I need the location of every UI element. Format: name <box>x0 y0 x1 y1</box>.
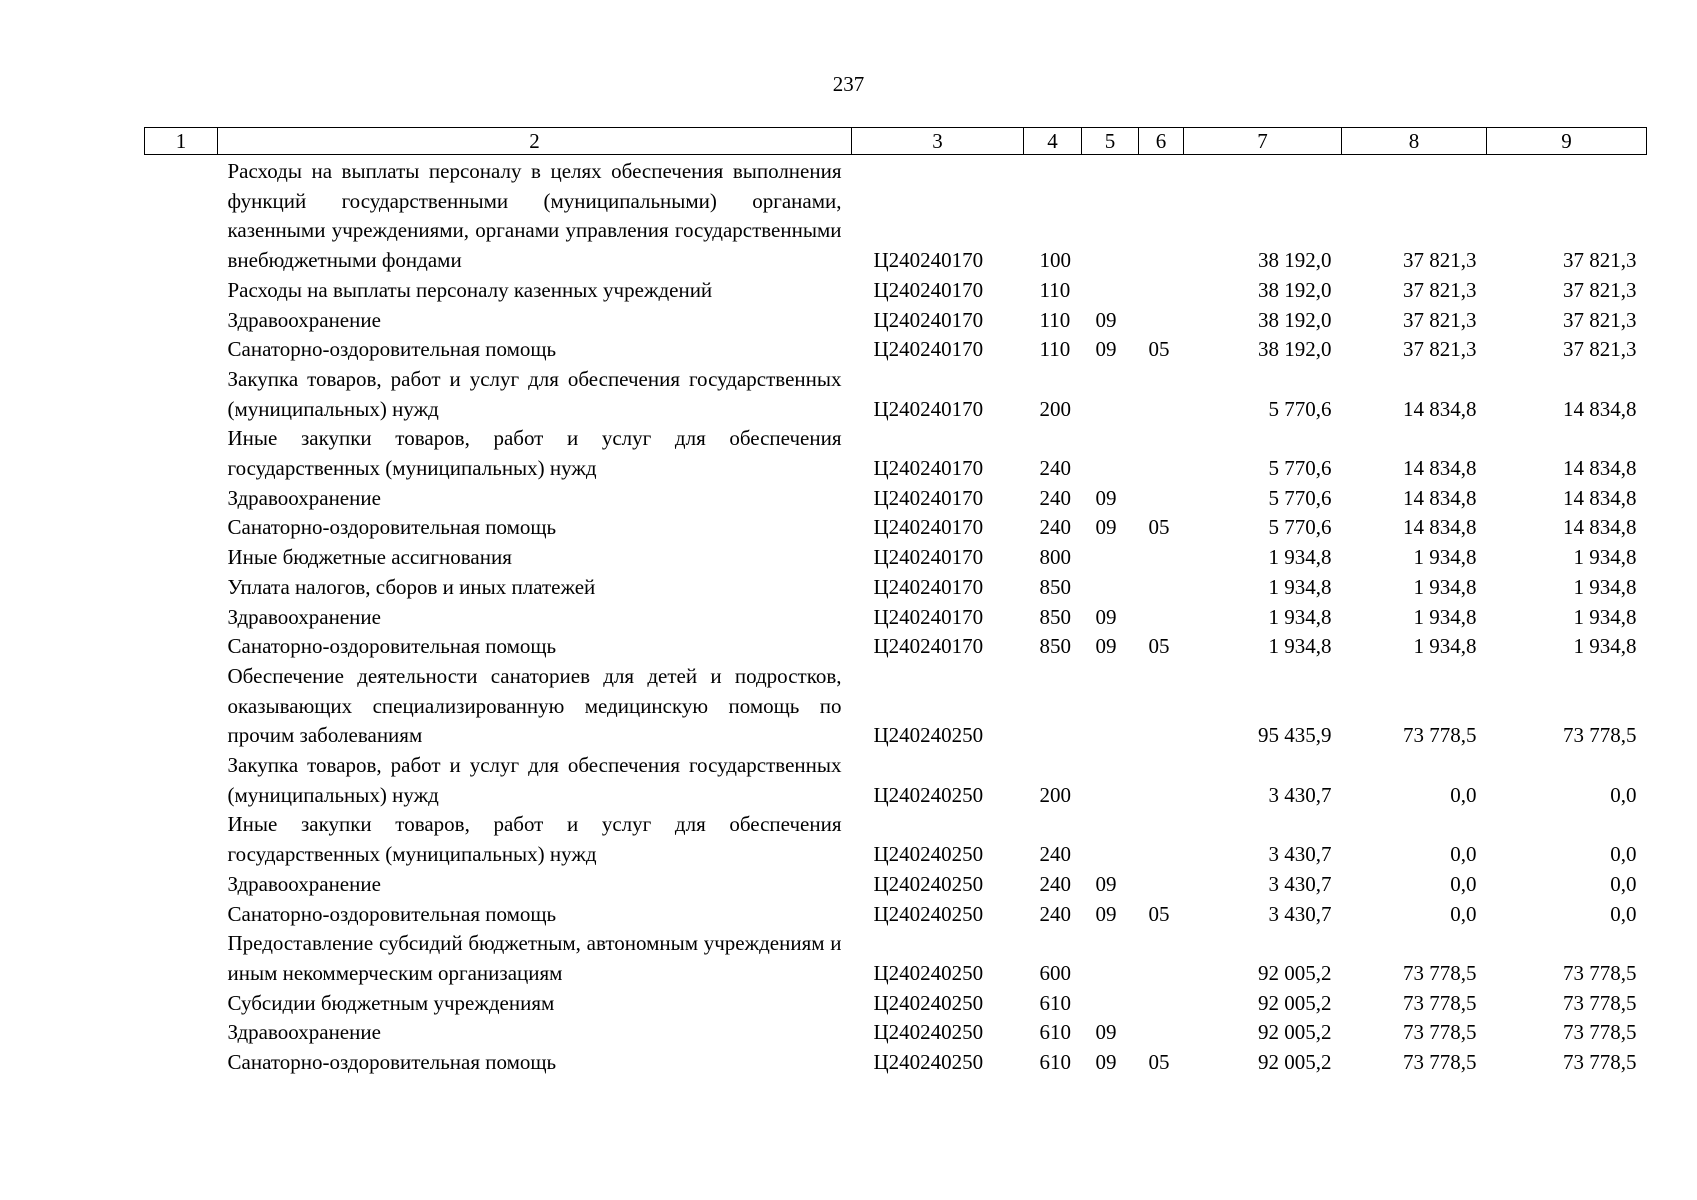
cell-subsection <box>1139 603 1184 633</box>
cell-section <box>1082 276 1139 306</box>
cell-section: 09 <box>1095 901 1117 926</box>
table-row <box>145 870 1647 900</box>
cell-section <box>1082 989 1139 1019</box>
cell-amount-col-9: 14 834,8 <box>1563 515 1637 540</box>
cell-subsection: 05 <box>1148 337 1170 362</box>
table-row <box>145 276 1647 306</box>
cell-amount-col-9: 1 934,8 <box>1573 634 1637 659</box>
table-row <box>145 1018 1647 1048</box>
cell-item-name: Иные закупки товаров, работ и услуг для обеспечения государственных (муниципальных) нужд <box>227 812 842 867</box>
cell-col-1 <box>145 662 218 751</box>
cell-expense-type: 610 <box>1039 990 1071 1015</box>
cell-target-code: Ц240240250 <box>873 990 984 1015</box>
cell-section <box>1082 424 1139 483</box>
cell-section: 09 <box>1095 1050 1117 1075</box>
cell-target-code: Ц240240250 <box>873 901 984 926</box>
table-row <box>145 603 1647 633</box>
cell-expense-type: 110 <box>1039 337 1071 362</box>
cell-amount-col-8: 37 821,3 <box>1403 248 1477 273</box>
cell-section <box>1082 751 1139 810</box>
cell-item-name: Здравоохранение <box>227 871 381 896</box>
cell-section: 09 <box>1095 634 1117 659</box>
cell-expense-type: 610 <box>1039 1050 1071 1075</box>
cell-amount-col-7: 3 430,7 <box>1268 782 1332 807</box>
cell-amount-col-8: 37 821,3 <box>1403 307 1477 332</box>
table-row <box>145 155 1647 276</box>
cell-amount-col-8: 73 778,5 <box>1403 1050 1477 1075</box>
cell-col-1 <box>145 900 218 930</box>
cell-amount-col-7: 1 934,8 <box>1268 574 1332 599</box>
cell-expense-type: 600 <box>1039 960 1071 985</box>
table-row <box>145 513 1647 543</box>
cell-item-name: Расходы на выплаты персоналу в целях обеспечения выполнения функций государственными (муниципальными) органами, казенными учреждениями, органами управления государственными внебюджетными фондами <box>227 159 842 273</box>
cell-subsection <box>1139 810 1184 869</box>
cell-amount-col-7: 5 770,6 <box>1268 515 1332 540</box>
cell-amount-col-7: 1 934,8 <box>1268 545 1332 570</box>
cell-subsection <box>1139 365 1184 424</box>
cell-section <box>1082 155 1139 276</box>
cell-expense-type: 240 <box>1039 871 1071 896</box>
table-row <box>145 929 1647 988</box>
cell-subsection <box>1139 573 1184 603</box>
cell-subsection: 05 <box>1148 901 1170 926</box>
table-row <box>145 573 1647 603</box>
cell-target-code: Ц240240170 <box>873 515 984 540</box>
cell-subsection <box>1139 929 1184 988</box>
table-row <box>145 424 1647 483</box>
cell-subsection <box>1139 989 1184 1019</box>
cell-amount-col-8: 0,0 <box>1450 871 1477 896</box>
cell-amount-col-8: 14 834,8 <box>1403 515 1477 540</box>
cell-item-name: Здравоохранение <box>227 604 381 629</box>
cell-expense-type: 240 <box>1039 842 1071 867</box>
cell-amount-col-8: 1 934,8 <box>1413 574 1477 599</box>
cell-subsection <box>1139 484 1184 514</box>
cell-col-1 <box>145 335 218 365</box>
cell-target-code: Ц240240250 <box>873 842 984 867</box>
cell-expense-type: 100 <box>1039 248 1071 273</box>
cell-amount-col-9: 1 934,8 <box>1573 604 1637 629</box>
cell-subsection <box>1139 543 1184 573</box>
header-row <box>145 128 1647 155</box>
cell-target-code: Ц240240250 <box>873 782 984 807</box>
cell-item-name: Санаторно-оздоровительная помощь <box>227 337 557 362</box>
cell-amount-col-8: 73 778,5 <box>1403 960 1477 985</box>
cell-col-1 <box>145 424 218 483</box>
table-header <box>145 128 1647 155</box>
table-row <box>145 365 1647 424</box>
cell-subsection <box>1139 276 1184 306</box>
cell-amount-col-8: 73 778,5 <box>1403 990 1477 1015</box>
cell-expense-type <box>1024 662 1082 751</box>
cell-item-name: Санаторно-оздоровительная помощь <box>227 634 557 659</box>
cell-item-name: Санаторно-оздоровительная помощь <box>227 1050 557 1075</box>
table-row <box>145 543 1647 573</box>
cell-target-code: Ц240240250 <box>873 960 984 985</box>
cell-col-1 <box>145 155 218 276</box>
cell-item-name: Расходы на выплаты персоналу казенных учреждений <box>227 277 713 302</box>
cell-target-code: Ц240240170 <box>873 396 984 421</box>
cell-section: 09 <box>1095 1020 1117 1045</box>
cell-col-1 <box>145 543 218 573</box>
cell-subsection <box>1139 424 1184 483</box>
cell-amount-col-8: 73 778,5 <box>1403 723 1477 748</box>
cell-amount-col-7: 95 435,9 <box>1258 723 1332 748</box>
cell-amount-col-7: 92 005,2 <box>1258 990 1332 1015</box>
cell-amount-col-7: 5 770,6 <box>1268 485 1332 510</box>
cell-target-code: Ц240240170 <box>873 337 984 362</box>
table-row <box>145 484 1647 514</box>
cell-amount-col-8: 14 834,8 <box>1403 456 1477 481</box>
cell-amount-col-8: 0,0 <box>1450 842 1477 867</box>
cell-amount-col-8: 1 934,8 <box>1413 545 1477 570</box>
cell-amount-col-7: 5 770,6 <box>1268 396 1332 421</box>
cell-amount-col-7: 38 192,0 <box>1258 277 1332 302</box>
cell-section: 09 <box>1095 604 1117 629</box>
cell-col-1 <box>145 573 218 603</box>
header-col-1: 1 <box>145 128 218 155</box>
cell-amount-col-9: 73 778,5 <box>1563 990 1637 1015</box>
cell-amount-col-7: 3 430,7 <box>1268 901 1332 926</box>
cell-item-name: Закупка товаров, работ и услуг для обеспечения государственных (муниципальных) нужд <box>227 366 842 421</box>
cell-expense-type: 200 <box>1039 782 1071 807</box>
table-body <box>145 155 1647 1078</box>
cell-col-1 <box>145 276 218 306</box>
cell-target-code: Ц240240250 <box>873 871 984 896</box>
cell-amount-col-9: 73 778,5 <box>1563 723 1637 748</box>
cell-expense-type: 850 <box>1039 634 1071 659</box>
budget-table <box>144 127 1647 1078</box>
cell-col-1 <box>145 513 218 543</box>
cell-amount-col-8: 14 834,8 <box>1403 396 1477 421</box>
header-col-2: 2 <box>218 128 852 155</box>
cell-expense-type: 240 <box>1039 515 1071 540</box>
cell-amount-col-7: 92 005,2 <box>1258 960 1332 985</box>
header-col-9: 9 <box>1487 128 1647 155</box>
cell-section <box>1082 365 1139 424</box>
cell-expense-type: 240 <box>1039 456 1071 481</box>
cell-amount-col-7: 92 005,2 <box>1258 1020 1332 1045</box>
cell-target-code: Ц240240170 <box>873 248 984 273</box>
cell-amount-col-8: 14 834,8 <box>1403 485 1477 510</box>
cell-subsection <box>1139 870 1184 900</box>
cell-target-code: Ц240240170 <box>873 545 984 570</box>
cell-item-name: Санаторно-оздоровительная помощь <box>227 515 557 540</box>
cell-amount-col-7: 1 934,8 <box>1268 604 1332 629</box>
table-row <box>145 632 1647 662</box>
cell-section <box>1082 810 1139 869</box>
cell-col-1 <box>145 632 218 662</box>
cell-amount-col-8: 73 778,5 <box>1403 1020 1477 1045</box>
cell-expense-type: 110 <box>1039 307 1071 332</box>
cell-amount-col-8: 1 934,8 <box>1413 634 1477 659</box>
cell-amount-col-9: 73 778,5 <box>1563 1020 1637 1045</box>
table-row <box>145 810 1647 869</box>
cell-col-1 <box>145 810 218 869</box>
cell-expense-type: 850 <box>1039 604 1071 629</box>
page-number: 237 <box>832 72 865 96</box>
cell-target-code: Ц240240170 <box>873 485 984 510</box>
cell-col-1 <box>145 603 218 633</box>
cell-section <box>1082 929 1139 988</box>
cell-section <box>1082 662 1139 751</box>
cell-subsection <box>1139 751 1184 810</box>
cell-amount-col-9: 0,0 <box>1610 782 1637 807</box>
cell-item-name: Здравоохранение <box>227 307 381 332</box>
cell-amount-col-9: 0,0 <box>1610 842 1637 867</box>
cell-expense-type: 850 <box>1039 574 1071 599</box>
table-row <box>145 662 1647 751</box>
cell-amount-col-7: 1 934,8 <box>1268 634 1332 659</box>
cell-subsection: 05 <box>1148 634 1170 659</box>
cell-item-name: Уплата налогов, сборов и иных платежей <box>227 574 596 599</box>
cell-expense-type: 240 <box>1039 901 1071 926</box>
cell-amount-col-7: 3 430,7 <box>1268 871 1332 896</box>
cell-col-1 <box>145 870 218 900</box>
cell-amount-col-9: 37 821,3 <box>1563 337 1637 362</box>
cell-amount-col-9: 14 834,8 <box>1563 485 1637 510</box>
cell-amount-col-9: 37 821,3 <box>1563 248 1637 273</box>
cell-amount-col-9: 73 778,5 <box>1563 960 1637 985</box>
cell-item-name: Санаторно-оздоровительная помощь <box>227 901 557 926</box>
cell-item-name: Иные бюджетные ассигнования <box>227 545 512 570</box>
table-row <box>145 989 1647 1019</box>
cell-target-code: Ц240240170 <box>873 604 984 629</box>
table-row <box>145 751 1647 810</box>
cell-col-1 <box>145 1018 218 1048</box>
cell-item-name: Субсидии бюджетным учреждениям <box>227 990 555 1015</box>
cell-amount-col-9: 1 934,8 <box>1573 574 1637 599</box>
header-col-5: 5 <box>1082 128 1139 155</box>
cell-amount-col-7: 38 192,0 <box>1258 248 1332 273</box>
header-col-6: 6 <box>1139 128 1184 155</box>
table-row <box>145 335 1647 365</box>
cell-amount-col-8: 0,0 <box>1450 782 1477 807</box>
cell-item-name: Здравоохранение <box>227 485 381 510</box>
cell-amount-col-7: 38 192,0 <box>1258 307 1332 332</box>
cell-item-name: Предоставление субсидий бюджетным, автономным учреждениям и иным некоммерческим организациям <box>227 931 842 985</box>
cell-subsection <box>1139 662 1184 751</box>
cell-target-code: Ц240240170 <box>873 307 984 332</box>
cell-expense-type: 610 <box>1039 1020 1071 1045</box>
header-col-4: 4 <box>1024 128 1082 155</box>
cell-expense-type: 110 <box>1039 277 1071 302</box>
cell-subsection: 05 <box>1148 1050 1170 1075</box>
cell-item-name: Закупка товаров, работ и услуг для обеспечения государственных (муниципальных) нужд <box>227 753 842 807</box>
cell-item-name: Здравоохранение <box>227 1020 381 1045</box>
cell-target-code: Ц240240250 <box>873 723 984 748</box>
cell-col-1 <box>145 751 218 810</box>
cell-col-1 <box>145 1048 218 1078</box>
cell-amount-col-8: 1 934,8 <box>1413 604 1477 629</box>
cell-amount-col-7: 3 430,7 <box>1268 842 1332 867</box>
cell-subsection <box>1139 155 1184 276</box>
cell-item-name: Обеспечение деятельности санаториев для детей и подростков, оказывающих специализированную медицинскую помощь по прочим заболеваниям <box>227 663 842 748</box>
cell-section: 09 <box>1095 871 1117 896</box>
cell-amount-col-7: 5 770,6 <box>1268 456 1332 481</box>
cell-col-1 <box>145 929 218 988</box>
header-col-7: 7 <box>1184 128 1342 155</box>
cell-expense-type: 240 <box>1039 485 1071 510</box>
cell-amount-col-7: 38 192,0 <box>1258 337 1332 362</box>
cell-target-code: Ц240240250 <box>873 1020 984 1045</box>
header-col-8: 8 <box>1342 128 1487 155</box>
cell-section: 09 <box>1095 515 1117 540</box>
cell-section: 09 <box>1095 307 1117 332</box>
cell-section <box>1082 543 1139 573</box>
cell-section <box>1082 573 1139 603</box>
cell-subsection: 05 <box>1148 515 1170 540</box>
cell-subsection <box>1139 306 1184 336</box>
cell-subsection <box>1139 1018 1184 1048</box>
cell-col-1 <box>145 484 218 514</box>
cell-col-1 <box>145 306 218 336</box>
cell-amount-col-9: 37 821,3 <box>1563 277 1637 302</box>
budget-table-container <box>144 127 1646 1078</box>
cell-section: 09 <box>1095 485 1117 510</box>
cell-col-1 <box>145 989 218 1019</box>
cell-target-code: Ц240240170 <box>873 574 984 599</box>
cell-amount-col-8: 0,0 <box>1450 901 1477 926</box>
cell-amount-col-9: 0,0 <box>1610 871 1637 896</box>
cell-amount-col-9: 37 821,3 <box>1563 307 1637 332</box>
table-row <box>145 306 1647 336</box>
cell-target-code: Ц240240170 <box>873 277 984 302</box>
table-row <box>145 1048 1647 1078</box>
cell-expense-type: 200 <box>1039 396 1071 421</box>
cell-col-1 <box>145 365 218 424</box>
cell-item-name: Иные закупки товаров, работ и услуг для обеспечения государственных (муниципальных) нужд <box>227 426 842 481</box>
cell-amount-col-7: 92 005,2 <box>1258 1050 1332 1075</box>
cell-target-code: Ц240240170 <box>873 456 984 481</box>
cell-amount-col-9: 73 778,5 <box>1563 1050 1637 1075</box>
cell-target-code: Ц240240250 <box>873 1050 984 1075</box>
cell-amount-col-9: 14 834,8 <box>1563 396 1637 421</box>
cell-expense-type: 800 <box>1039 545 1071 570</box>
cell-amount-col-9: 14 834,8 <box>1563 456 1637 481</box>
cell-amount-col-8: 37 821,3 <box>1403 277 1477 302</box>
cell-amount-col-9: 1 934,8 <box>1573 545 1637 570</box>
cell-section: 09 <box>1095 337 1117 362</box>
cell-amount-col-9: 0,0 <box>1610 901 1637 926</box>
header-col-3: 3 <box>852 128 1024 155</box>
cell-target-code: Ц240240170 <box>873 634 984 659</box>
cell-amount-col-8: 37 821,3 <box>1403 337 1477 362</box>
table-row <box>145 900 1647 930</box>
